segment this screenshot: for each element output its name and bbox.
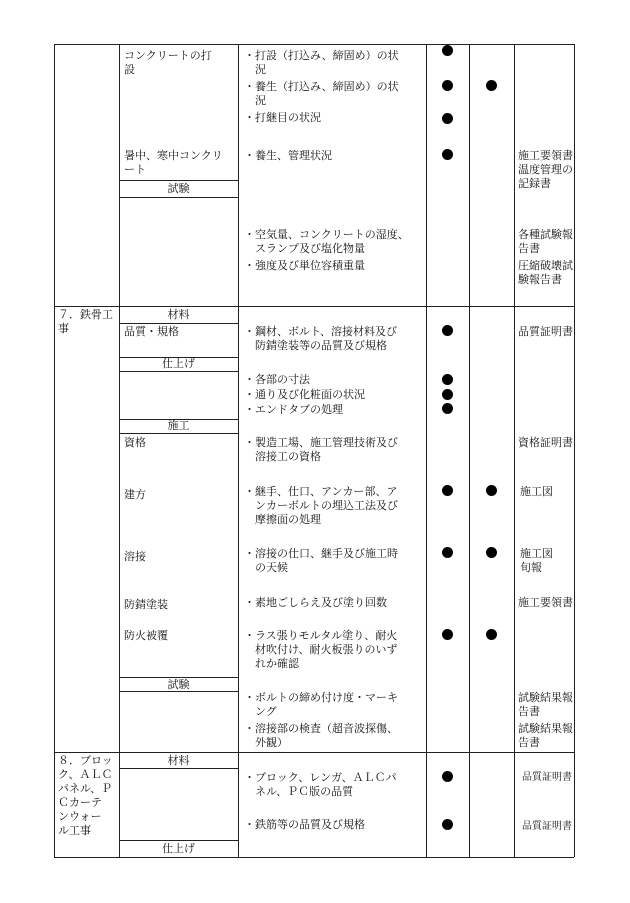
document-ref: 告書 xyxy=(518,705,540,718)
sub-header-material: 材料 xyxy=(167,308,190,321)
check-item: ・通り及び化粧面の状況 xyxy=(244,388,365,401)
item-name: ート xyxy=(124,163,146,176)
document-ref: 資格証明書 xyxy=(518,436,573,449)
table-border xyxy=(54,306,574,307)
document-ref: 施工図 xyxy=(520,547,553,560)
table-border xyxy=(54,44,574,45)
check-item: ・ブロック、レンガ、ＡＬＣパ xyxy=(244,771,397,784)
check-item: ・養生、管理状況 xyxy=(244,149,332,162)
item-name: 防火被覆 xyxy=(124,629,168,642)
document-ref: 試験結果報 xyxy=(518,722,573,735)
sub-header-material: 材料 xyxy=(167,754,190,767)
document-ref: 品質証明書 xyxy=(522,821,572,832)
sub-header-finish: 仕上げ xyxy=(162,842,195,855)
check-item: ・ラス張りモルタル塗り、耐火 xyxy=(244,629,398,642)
document-ref: 圧縮破壊試 xyxy=(518,259,573,272)
item-name: 設 xyxy=(124,63,135,76)
check-item: ・素地ごしらえ及び塗り回数 xyxy=(244,596,387,609)
bullet-mark xyxy=(442,547,453,558)
check-item: ・各部の寸法 xyxy=(244,373,310,386)
document-ref: 品質証明書 xyxy=(518,325,573,338)
bullet-mark xyxy=(442,819,453,830)
table-border xyxy=(119,768,238,769)
sub-header-test: 試験 xyxy=(167,182,190,195)
table-border xyxy=(119,840,238,841)
check-item: ・エンドタブの処理 xyxy=(244,403,343,416)
table-border xyxy=(469,44,470,857)
section-title: Ｃカーテ xyxy=(58,796,102,809)
table-border xyxy=(54,857,574,858)
check-item: ・ボルトの締め付け度・マーキ xyxy=(244,691,398,704)
section-title: パネル、Ｐ xyxy=(58,782,113,795)
check-item: ・継手、仕口、アンカー部、ア xyxy=(244,485,398,498)
check-item: ・強度及び単位容積重量 xyxy=(244,259,365,272)
bullet-mark xyxy=(442,149,453,160)
check-item: の天候 xyxy=(244,561,288,574)
table-border xyxy=(119,197,238,198)
check-item: 外観） xyxy=(244,736,288,749)
bullet-mark xyxy=(442,403,453,414)
check-item: ング xyxy=(244,705,277,718)
table-border xyxy=(119,371,238,372)
bullet-mark xyxy=(442,374,453,385)
document-ref: 験報告書 xyxy=(518,273,562,286)
document-ref: 旬報 xyxy=(520,561,542,574)
bullet-mark xyxy=(442,113,453,124)
document-ref: 告書 xyxy=(518,736,540,749)
item-name: 防錆塗装 xyxy=(124,598,168,611)
bullet-mark xyxy=(442,80,453,91)
check-item: 溶接工の資格 xyxy=(244,450,321,463)
item-name: コンクリートの打 xyxy=(124,49,212,62)
check-item: ネル、ＰＣ版の品質 xyxy=(244,785,354,798)
bullet-mark xyxy=(442,45,453,56)
bullet-mark xyxy=(486,80,497,91)
document-ref: 告書 xyxy=(518,242,540,255)
table-border xyxy=(119,180,238,181)
document-ref: 試験結果報 xyxy=(518,691,573,704)
sub-header-test: 試験 xyxy=(167,678,190,691)
table-border xyxy=(238,44,239,857)
bullet-mark xyxy=(442,771,453,782)
check-item: 摩擦面の処理 xyxy=(244,513,321,526)
item-name: 品質・規格 xyxy=(124,325,179,338)
document-ref: 施工要領書 xyxy=(518,596,573,609)
bullet-mark xyxy=(442,389,453,400)
document-ref: 記録書 xyxy=(518,177,551,190)
table-border xyxy=(426,44,427,857)
check-item: スランプ及び塩化物量 xyxy=(244,242,365,255)
sub-header-finish: 仕上げ xyxy=(162,357,195,370)
document-ref: 各種試験報 xyxy=(518,228,573,241)
document-ref: 温度管理の xyxy=(518,163,573,176)
check-item: ・鉄筋等の品質及び規格 xyxy=(244,818,365,831)
item-name: 溶接 xyxy=(124,550,146,563)
item-name: 暑中、寒中コンクリ xyxy=(124,149,223,162)
sub-header-construction: 施工 xyxy=(167,419,190,432)
item-name: 資格 xyxy=(124,436,146,449)
document-ref: 施工図 xyxy=(520,485,553,498)
section-title: ク、ＡＬＣ xyxy=(58,768,113,781)
bullet-mark xyxy=(442,485,453,496)
check-item: ・鋼材、ボルト、溶接材料及び xyxy=(244,325,398,338)
bullet-mark xyxy=(442,325,453,336)
section-title: ８．ブロッ xyxy=(58,754,113,767)
item-name: 建方 xyxy=(124,488,146,501)
table-border xyxy=(119,44,120,857)
document-ref: 品質証明書 xyxy=(522,772,572,783)
bullet-mark xyxy=(486,547,497,558)
check-item: 材吹付け、耐火板張りのいず xyxy=(244,643,398,656)
check-item: ・溶接部の検査（超音波探傷、 xyxy=(244,722,398,735)
check-item: ・養生（打込み、締固め）の状 xyxy=(244,80,399,93)
check-item: 防錆塗装等の品質及び規格 xyxy=(244,339,387,352)
check-item: ・製造工場、施工管理技術及び xyxy=(244,436,398,449)
check-item: 況 xyxy=(244,94,266,107)
section-title: ンウォー xyxy=(58,810,102,823)
bullet-mark xyxy=(486,629,497,640)
document-ref: 施工要領書 xyxy=(518,149,573,162)
check-item: ・打設（打込み、締固め）の状 xyxy=(244,49,399,62)
check-item: ・打継目の状況 xyxy=(244,111,321,124)
table-border xyxy=(54,752,574,753)
section-title: ７．鉄骨工 xyxy=(58,308,113,321)
bullet-mark xyxy=(486,485,497,496)
table-border xyxy=(514,44,515,857)
section-title: 事 xyxy=(58,322,69,335)
check-item: ・溶接の仕口、継手及び施工時 xyxy=(244,547,398,560)
check-item: ンカーボルトの埋込工法及び xyxy=(244,499,398,512)
section-title: ル工事 xyxy=(58,824,91,837)
table-border xyxy=(574,44,575,857)
bullet-mark xyxy=(442,629,453,640)
check-item: ・空気量、コンクリートの湿度、 xyxy=(244,228,409,241)
table-border xyxy=(119,323,238,324)
table-border xyxy=(54,44,55,857)
table-border xyxy=(119,433,238,434)
check-item: れか確認 xyxy=(244,657,299,670)
check-item: 況 xyxy=(244,63,266,76)
